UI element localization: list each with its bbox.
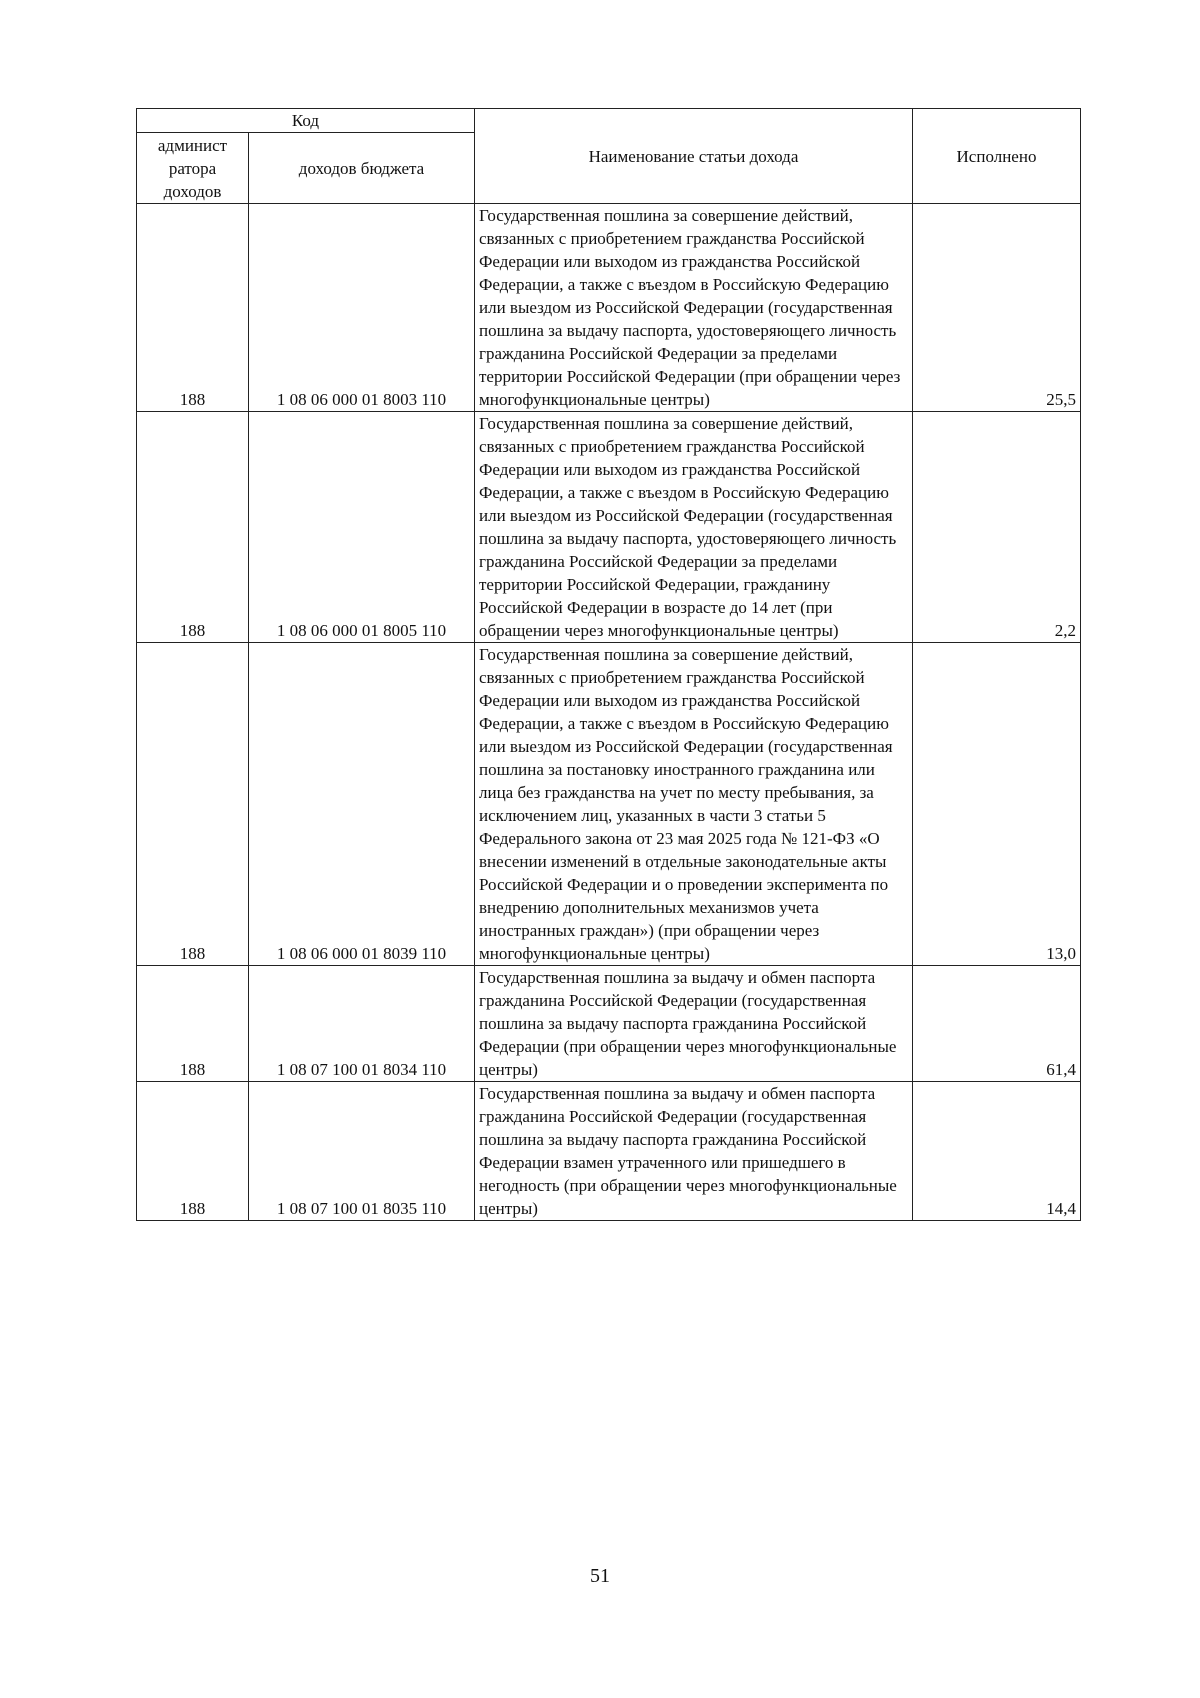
table-row	[137, 1082, 1081, 1221]
table-header	[137, 109, 1081, 204]
code-group-header: Код	[137, 109, 475, 133]
revenue-name-cell: Государственная пошлина за выдачу и обмен паспорта гражданина Российской Федерации (государственная пошлина за выдачу паспорта гражданина Российской Федерации (при обращении через многофункциональные центры)	[475, 966, 913, 1082]
table-row	[137, 643, 1081, 966]
revenue-table	[136, 108, 1081, 1221]
executed-amount-cell: 13,0	[913, 643, 1081, 966]
admin-code-cell: 188	[137, 412, 249, 643]
revenue-name-cell: Государственная пошлина за совершение действий, связанных с приобретением гражданства Российской Федерации или выходом из гражданства Российской Федерации, а также с въездом в Российскую Федерацию или выездом из Российской Федерации (государственная пошлина за выдачу паспорта, удостоверяющего личность гражданина Российской Федерации за пределами территории Российской Федерации, гражданину Российской Федерации в возрасте до 14 лет (при обращении через многофункциональные центры)	[475, 412, 913, 643]
admin-code-cell: 188	[137, 204, 249, 412]
executed-amount-cell: 14,4	[913, 1082, 1081, 1221]
budget-code-cell: 1 08 06 000 01 8039 110	[249, 643, 475, 966]
table-row	[137, 412, 1081, 643]
executed-column-header: Исполнено	[913, 109, 1081, 204]
admin-code-cell: 188	[137, 643, 249, 966]
budget-code-cell: 1 08 06 000 01 8005 110	[249, 412, 475, 643]
table-row	[137, 204, 1081, 412]
executed-amount-cell: 25,5	[913, 204, 1081, 412]
budget-code-cell: 1 08 07 100 01 8034 110	[249, 966, 475, 1082]
admin-code-cell: 188	[137, 966, 249, 1082]
table-row	[137, 966, 1081, 1082]
page-number: 51	[590, 1565, 610, 1587]
budget-code-column-header: доходов бюджета	[249, 133, 475, 204]
name-column-header: Наименование статьи дохода	[475, 109, 913, 204]
budget-code-cell: 1 08 07 100 01 8035 110	[249, 1082, 475, 1221]
revenue-name-cell: Государственная пошлина за совершение действий, связанных с приобретением гражданства Российской Федерации или выходом из гражданства Российской Федерации, а также с въездом в Российскую Федерацию или выездом из Российской Федерации (государственная пошлина за выдачу паспорта, удостоверяющего личность гражданина Российской Федерации за пределами территории Российской Федерации (при обращении через многофункциональные центры)	[475, 204, 913, 412]
executed-amount-cell: 2,2	[913, 412, 1081, 643]
revenue-name-cell: Государственная пошлина за выдачу и обмен паспорта гражданина Российской Федерации (государственная пошлина за выдачу паспорта гражданина Российской Федерации взамен утраченного или пришедшего в негодность (при обращении через многофункциональные центры)	[475, 1082, 913, 1221]
budget-code-cell: 1 08 06 000 01 8003 110	[249, 204, 475, 412]
admin-code-cell: 188	[137, 1082, 249, 1221]
revenue-name-cell: Государственная пошлина за совершение действий, связанных с приобретением гражданства Российской Федерации или выходом из гражданства Российской Федерации, а также с въездом в Российскую Федерацию или выездом из Российской Федерации (государственная пошлина за постановку иностранного гражданина или лица без гражданства на учет по месту пребывания, за исключением лиц, указанных в части 3 статьи 5 Федерального закона от 23 мая 2025 года № 121-ФЗ «О внесении изменений в отдельные законодательные акты Российской Федерации и о проведении эксперимента по внедрению дополнительных механизмов учета иностранных граждан») (при обращении через многофункциональные центры)	[475, 643, 913, 966]
executed-amount-cell: 61,4	[913, 966, 1081, 1082]
admin-column-header: админист ратора доходов	[137, 133, 249, 204]
